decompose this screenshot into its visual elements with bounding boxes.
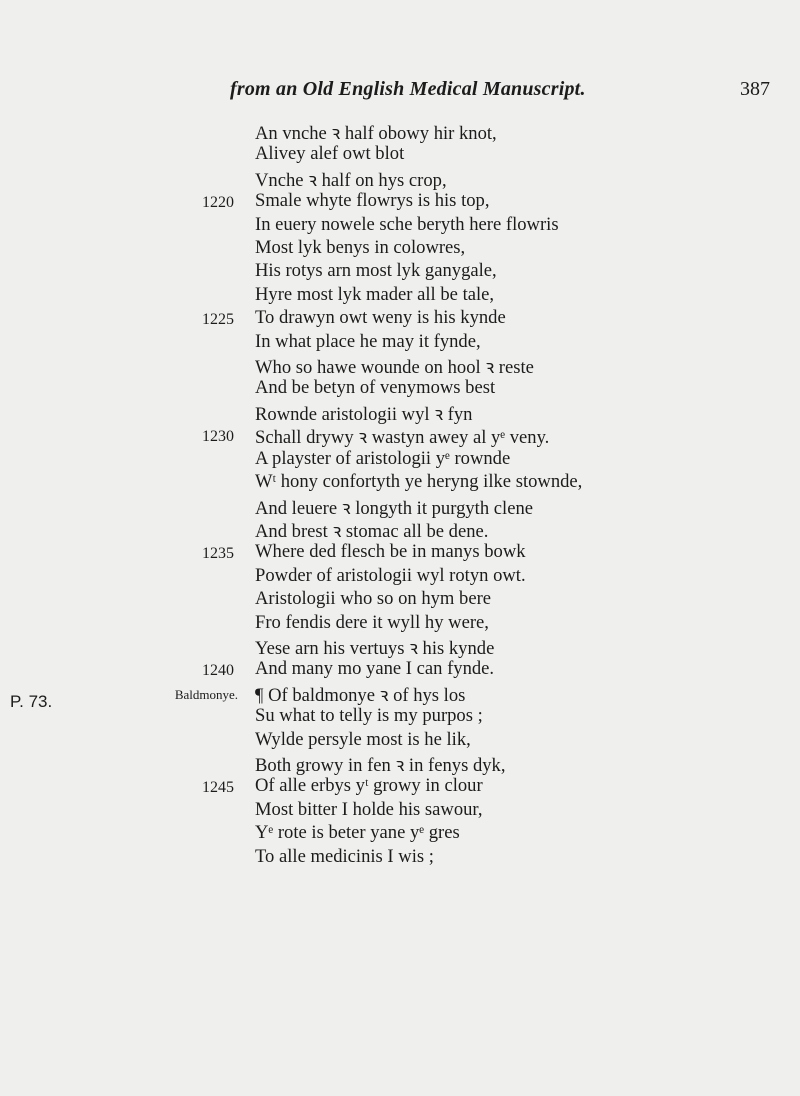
verse-line xyxy=(100,307,780,330)
verse-line xyxy=(100,471,780,494)
verse-text: Of alle erbys yᵗ growy in clour xyxy=(255,775,483,797)
verse-line xyxy=(100,518,780,541)
verse-text: And be betyn of venymows best xyxy=(255,377,496,399)
verse-text: Vnche ꝛ half on hys crop, xyxy=(255,169,447,191)
verse-text: Most lyk benys in colowres, xyxy=(255,237,466,259)
verse-text: In what place he may it fynde, xyxy=(255,330,481,352)
verse-line xyxy=(100,401,780,424)
verse-text: Where ded flesch be in manys bowk xyxy=(255,541,526,563)
verse-line xyxy=(100,120,780,143)
verse-line xyxy=(100,214,780,237)
margin-page-reference: P. 73. xyxy=(10,692,53,711)
verse-text: Alivey alef owt blot xyxy=(255,143,405,165)
verse-text: Rownde aristologii wyl ꝛ fyn xyxy=(255,403,473,425)
verse-text: To drawyn owt weny is his kynde xyxy=(255,307,506,329)
line-number: 1225 xyxy=(202,311,234,329)
verse-line xyxy=(100,682,780,705)
verse-line xyxy=(100,658,780,681)
verse-text: Powder of aristologii wyl rotyn owt. xyxy=(255,564,526,586)
verse-line xyxy=(100,167,780,190)
verse-line xyxy=(100,284,780,307)
running-head xyxy=(230,78,770,108)
verse-line xyxy=(100,354,780,377)
line-number: 1240 xyxy=(202,662,234,680)
verse-text: Su what to telly is my purpos ; xyxy=(255,705,483,727)
line-number: 1230 xyxy=(202,428,234,446)
verse-line xyxy=(100,846,780,869)
verse-text: Both growy in fen ꝛ in fenys dyk, xyxy=(255,754,506,776)
verse-line xyxy=(100,331,780,354)
verse-line xyxy=(100,190,780,213)
verse-line xyxy=(100,775,780,798)
verse-text: Schall drywy ꝛ wastyn awey al yᵉ veny. xyxy=(255,427,550,449)
verse-block xyxy=(100,120,780,869)
verse-line xyxy=(100,377,780,400)
verse-line xyxy=(100,260,780,283)
verse-line xyxy=(100,799,780,822)
verse-text: A playster of aristologii yᵉ rownde xyxy=(255,447,511,469)
verse-text: Smale whyte flowrys is his top, xyxy=(255,190,490,212)
verse-line xyxy=(100,729,780,752)
verse-text: Who so hawe wounde on hool ꝛ reste xyxy=(255,357,534,379)
side-heading: Baldmonye. xyxy=(174,686,238,702)
verse-text: Wᵗ hony confortyth ye heryng ilke stownde, xyxy=(255,471,583,493)
verse-text: Most bitter I holde his sawour, xyxy=(255,798,483,820)
verse-line xyxy=(100,143,780,166)
line-number: 1245 xyxy=(202,779,234,797)
verse-line xyxy=(100,237,780,260)
verse-line xyxy=(100,424,780,447)
verse-text: An vnche ꝛ half obowy hir knot, xyxy=(255,123,497,144)
running-title: from an Old English Medical Manuscript. xyxy=(230,78,586,100)
verse-line xyxy=(100,705,780,728)
verse-line xyxy=(100,588,780,611)
verse-line xyxy=(100,635,780,658)
verse-text: ¶ Of baldmonye ꝛ of hys los xyxy=(255,684,466,706)
verse-text: And many mo yane I can fynde. xyxy=(255,658,495,680)
verse-text: To alle medicinis I wis ; xyxy=(255,845,434,867)
verse-line xyxy=(100,822,780,845)
verse-text: Yᵉ rote is beter yane yᵉ gres xyxy=(255,822,460,844)
verse-text: In euery nowele sche beryth here flowris xyxy=(255,213,559,235)
line-number: 1235 xyxy=(202,545,234,563)
verse-text: And brest ꝛ stomac all be dene. xyxy=(255,520,489,542)
verse-line xyxy=(100,565,780,588)
verse-line xyxy=(100,448,780,471)
verse-text: Fro fendis dere it wyll hy were, xyxy=(255,611,489,633)
verse-text: Aristologii who so on hym bere xyxy=(255,588,492,610)
verse-line xyxy=(100,541,780,564)
verse-text: And leuere ꝛ longyth it purgyth clene xyxy=(255,497,534,519)
verse-text: Yese arn his vertuys ꝛ his kynde xyxy=(255,637,495,659)
page-number: 387 xyxy=(740,78,770,100)
verse-text: Hyre most lyk mader all be tale, xyxy=(255,283,495,305)
verse-line xyxy=(100,612,780,635)
line-number: 1220 xyxy=(202,194,234,212)
verse-line xyxy=(100,495,780,518)
verse-text: Wylde persyle most is he lik, xyxy=(255,728,471,750)
verse-line xyxy=(100,752,780,775)
verse-text: His rotys arn most lyk ganygale, xyxy=(255,260,497,282)
